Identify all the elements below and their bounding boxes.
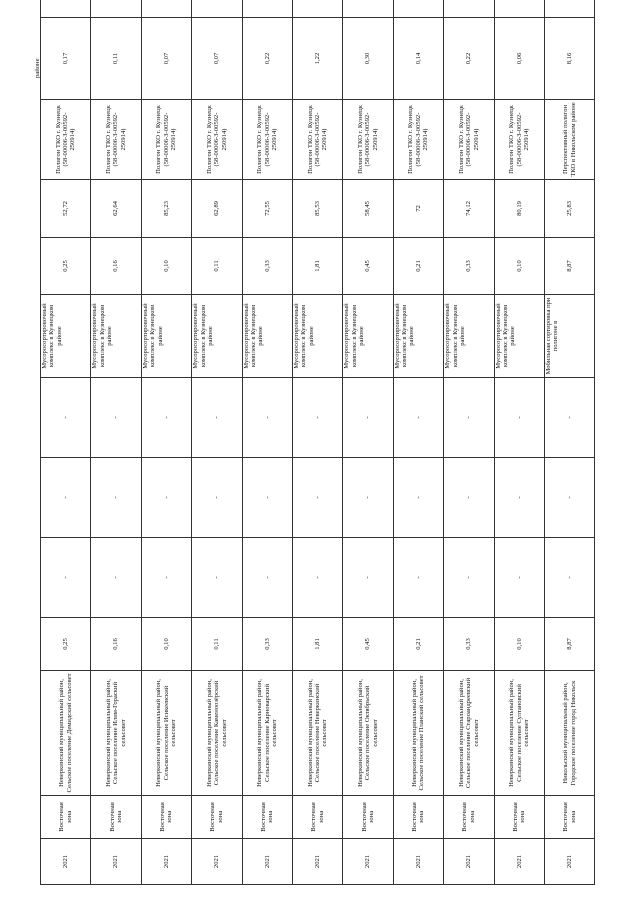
dash-cell: -	[544, 538, 594, 618]
zone-cell: Восточная зона	[494, 796, 544, 839]
dash-cell: -	[343, 538, 393, 618]
dash-cell: -	[91, 458, 141, 538]
table-row	[544, 0, 594, 885]
volume-to-destination-cell: 0,22	[242, 18, 292, 100]
dash-cell: -	[292, 378, 342, 458]
year-cell: 2021	[91, 839, 141, 885]
rotated-document-page	[34, 0, 598, 885]
zone-cell: Восточная зона	[141, 796, 191, 839]
dash-cell: -	[141, 538, 191, 618]
dash-cell: -	[292, 458, 342, 538]
share-cell: 62,64	[91, 180, 141, 238]
rate-cell	[91, 0, 141, 18]
processing-object-cell: Мусоросортировочный комплекс в Кузнецком районе	[242, 295, 292, 378]
year-cell: 2021	[343, 839, 393, 885]
processing-object-cell: Мусоросортировочный комплекс в Кузнецком районе	[41, 295, 91, 378]
share-cell: 62,89	[192, 180, 242, 238]
destination-cell: Полигон ТКО г. Кузнецк (58-00006-З-00592-250914)	[242, 100, 292, 180]
dash-cell: -	[343, 378, 393, 458]
dash-cell: -	[242, 538, 292, 618]
volume-cell: 0,10	[141, 618, 191, 671]
volume-to-object-cell: 0,21	[393, 238, 443, 295]
municipality-cell: Неверкинский муниципальный район, Сельское поселение Карноварский сельсовет	[242, 671, 292, 796]
zone-cell: Восточная зона	[444, 796, 494, 839]
municipality-cell: Неверкинский муниципальный район, Сельское поселение Исикеевский сельсовет	[141, 671, 191, 796]
year-cell: 2021	[444, 839, 494, 885]
rate-cell	[494, 0, 544, 18]
volume-to-object-cell: 0,33	[444, 238, 494, 295]
dash-cell: -	[544, 458, 594, 538]
volume-to-object-cell: 0,33	[242, 238, 292, 295]
waste-flow-table	[40, 0, 595, 885]
year-cell: 2021	[494, 839, 544, 885]
dash-cell: -	[192, 538, 242, 618]
zone-cell: Восточная зона	[91, 796, 141, 839]
year-cell: 2021	[393, 839, 443, 885]
table-row	[141, 0, 191, 885]
volume-cell: 0,16	[91, 618, 141, 671]
volume-to-destination-cell: 0,07	[141, 18, 191, 100]
volume-to-object-cell: 0,10	[141, 238, 191, 295]
volume-cell: 0,33	[444, 618, 494, 671]
carried-over-text: районе	[34, 58, 41, 78]
destination-cell: Полигон ТКО г. Кузнецк (58-00006-З-00592-250914)	[141, 100, 191, 180]
volume-to-destination-cell: 0,14	[393, 18, 443, 100]
dash-cell: -	[192, 378, 242, 458]
share-cell: 85,53	[292, 180, 342, 238]
volume-to-destination-cell: 0,22	[444, 18, 494, 100]
dash-cell: -	[393, 458, 443, 538]
dash-cell: -	[393, 378, 443, 458]
dash-cell: -	[141, 378, 191, 458]
municipality-cell: Неверкинский муниципальный район, Сельское поселение Октябрьский сельсовет	[343, 671, 393, 796]
zone-cell: Восточная зона	[393, 796, 443, 839]
municipality-cell: Никольский муниципальный район, Городское поселение город Никольск	[544, 671, 594, 796]
share-cell: 80,19	[494, 180, 544, 238]
dash-cell: -	[343, 458, 393, 538]
rate-cell	[141, 0, 191, 18]
volume-to-object-cell: 0,10	[494, 238, 544, 295]
dash-cell: -	[91, 538, 141, 618]
volume-to-object-cell: 0,45	[343, 238, 393, 295]
year-cell: 2021	[41, 839, 91, 885]
volume-cell: 0,25	[41, 618, 91, 671]
dash-cell: -	[494, 378, 544, 458]
dash-cell: -	[41, 458, 91, 538]
table-row	[91, 0, 141, 885]
volume-to-object-cell: 1,81	[292, 238, 342, 295]
zone-cell: Восточная зона	[292, 796, 342, 839]
processing-object-cell: Мобильная сортировка при полигоне в	[544, 295, 594, 378]
year-cell: 2021	[192, 839, 242, 885]
dash-cell: -	[393, 538, 443, 618]
year-cell: 2021	[141, 839, 191, 885]
dash-cell: -	[544, 378, 594, 458]
municipality-cell: Неверкинский муниципальный район, Сельское поселение Планский сельсовет	[393, 671, 443, 796]
dash-cell: -	[41, 378, 91, 458]
table-row	[242, 0, 292, 885]
table-row	[393, 0, 443, 885]
municipality-cell: Неверкинский муниципальный район, Сельское поселение Илим-Гора́ский сельсовет	[91, 671, 141, 796]
rate-cell	[192, 0, 242, 18]
dash-cell: -	[192, 458, 242, 538]
dash-cell: -	[242, 378, 292, 458]
share-cell: 74,12	[444, 180, 494, 238]
dash-cell: -	[494, 538, 544, 618]
volume-to-destination-cell: 0,17	[41, 18, 91, 100]
year-cell: 2021	[242, 839, 292, 885]
rate-cell	[544, 0, 594, 18]
municipality-cell: Неверкинский муниципальный район, Сельское поселение Демидский сельсовет	[41, 671, 91, 796]
share-cell: 72,55	[242, 180, 292, 238]
destination-cell: Полигон ТКО г. Кузнецк (58-00006-З-00592-250914)	[343, 100, 393, 180]
share-cell: 58,45	[343, 180, 393, 238]
share-cell: 72	[393, 180, 443, 238]
rate-cell	[444, 0, 494, 18]
volume-cell: 0,21	[393, 618, 443, 671]
volume-to-object-cell: 0,11	[192, 238, 242, 295]
volume-cell: 1,81	[292, 618, 342, 671]
processing-object-cell: Мусоросортировочный комплекс в Кузнецком районе	[91, 295, 141, 378]
processing-object-cell: Мусоросортировочный комплекс в Кузнецком районе	[494, 295, 544, 378]
table-row	[292, 0, 342, 885]
destination-cell: Полигон ТКО г. Кузнецк (58-00006-З-00592-250914)	[41, 100, 91, 180]
table-row	[192, 0, 242, 885]
dash-cell: -	[444, 378, 494, 458]
table-row	[343, 0, 393, 885]
municipality-cell: Неверкинский муниципальный район, Сельское поселение Староандреевский сельсовет	[444, 671, 494, 796]
rate-cell	[393, 0, 443, 18]
volume-cell: 0,33	[242, 618, 292, 671]
volume-to-destination-cell: 8,16	[544, 18, 594, 100]
volume-to-destination-cell: 0,06	[494, 18, 544, 100]
zone-cell: Восточная зона	[343, 796, 393, 839]
zone-cell: Восточная зона	[242, 796, 292, 839]
dash-cell: -	[91, 378, 141, 458]
rate-cell	[41, 0, 91, 18]
share-cell: 25,83	[544, 180, 594, 238]
volume-to-destination-cell: 0,30	[343, 18, 393, 100]
volume-cell: 0,45	[343, 618, 393, 671]
processing-object-cell: Мусоросортировочный комплекс в Кузнецком районе	[292, 295, 342, 378]
table-row	[494, 0, 544, 885]
volume-to-object-cell: 0,16	[91, 238, 141, 295]
municipality-cell: Неверкинский муниципальный район, Сельское поселение Каменоозёрский сельсовет	[192, 671, 242, 796]
volume-cell: 8,87	[544, 618, 594, 671]
municipality-cell: Неверкинский муниципальный район, Сельское поселение Султановский сельсовет	[494, 671, 544, 796]
processing-object-cell: Мусоросортировочный комплекс в Кузнецком районе	[343, 295, 393, 378]
zone-cell: Восточная зона	[41, 796, 91, 839]
year-cell: 2021	[544, 839, 594, 885]
volume-cell: 0,10	[494, 618, 544, 671]
dash-cell: -	[41, 538, 91, 618]
processing-object-cell: Мусоросортировочный комплекс в Кузнецком районе	[444, 295, 494, 378]
share-cell: 85,23	[141, 180, 191, 238]
dash-cell: -	[494, 458, 544, 538]
destination-cell: Полигон ТКО г. Кузнецк (58-00006-З-00592-250914)	[91, 100, 141, 180]
dash-cell: -	[444, 538, 494, 618]
rate-cell	[242, 0, 292, 18]
volume-to-object-cell: 0,25	[41, 238, 91, 295]
dash-cell: -	[141, 458, 191, 538]
zone-cell: Восточная зона	[192, 796, 242, 839]
destination-cell: Перспективный полигон ТКО в Никольском районе	[544, 100, 594, 180]
table-row	[444, 0, 494, 885]
municipality-cell: Неверкинский муниципальный район, Сельское поселение Неверкинский сельсовет	[292, 671, 342, 796]
table-row	[41, 0, 91, 885]
rate-cell	[292, 0, 342, 18]
destination-cell: Полигон ТКО г. Кузнецк (58-00006-З-00592-250914)	[192, 100, 242, 180]
destination-cell: Полигон ТКО г. Кузнецк (58-00006-З-00592-250914)	[494, 100, 544, 180]
volume-to-destination-cell: 0,07	[192, 18, 242, 100]
destination-cell: Полигон ТКО г. Кузнецк (58-00006-З-00592-250914)	[444, 100, 494, 180]
dash-cell: -	[444, 458, 494, 538]
year-cell: 2021	[292, 839, 342, 885]
processing-object-cell: Мусоросортировочный комплекс в Кузнецком районе	[141, 295, 191, 378]
volume-to-object-cell: 8,87	[544, 238, 594, 295]
volume-to-destination-cell: 1,22	[292, 18, 342, 100]
rate-cell	[343, 0, 393, 18]
processing-object-cell: Мусоросортировочный комплекс в Кузнецком районе	[393, 295, 443, 378]
share-cell: 52,72	[41, 180, 91, 238]
destination-cell: Полигон ТКО г. Кузнецк (58-00006-З-00592-250914)	[292, 100, 342, 180]
dash-cell: -	[242, 458, 292, 538]
volume-cell: 0,11	[192, 618, 242, 671]
destination-cell: Полигон ТКО г. Кузнецк (58-00006-З-00592-250914)	[393, 100, 443, 180]
processing-object-cell: Мусоросортировочный комплекс в Кузнецком районе	[192, 295, 242, 378]
dash-cell: -	[292, 538, 342, 618]
volume-to-destination-cell: 0,11	[91, 18, 141, 100]
zone-cell: Восточная зона	[544, 796, 594, 839]
